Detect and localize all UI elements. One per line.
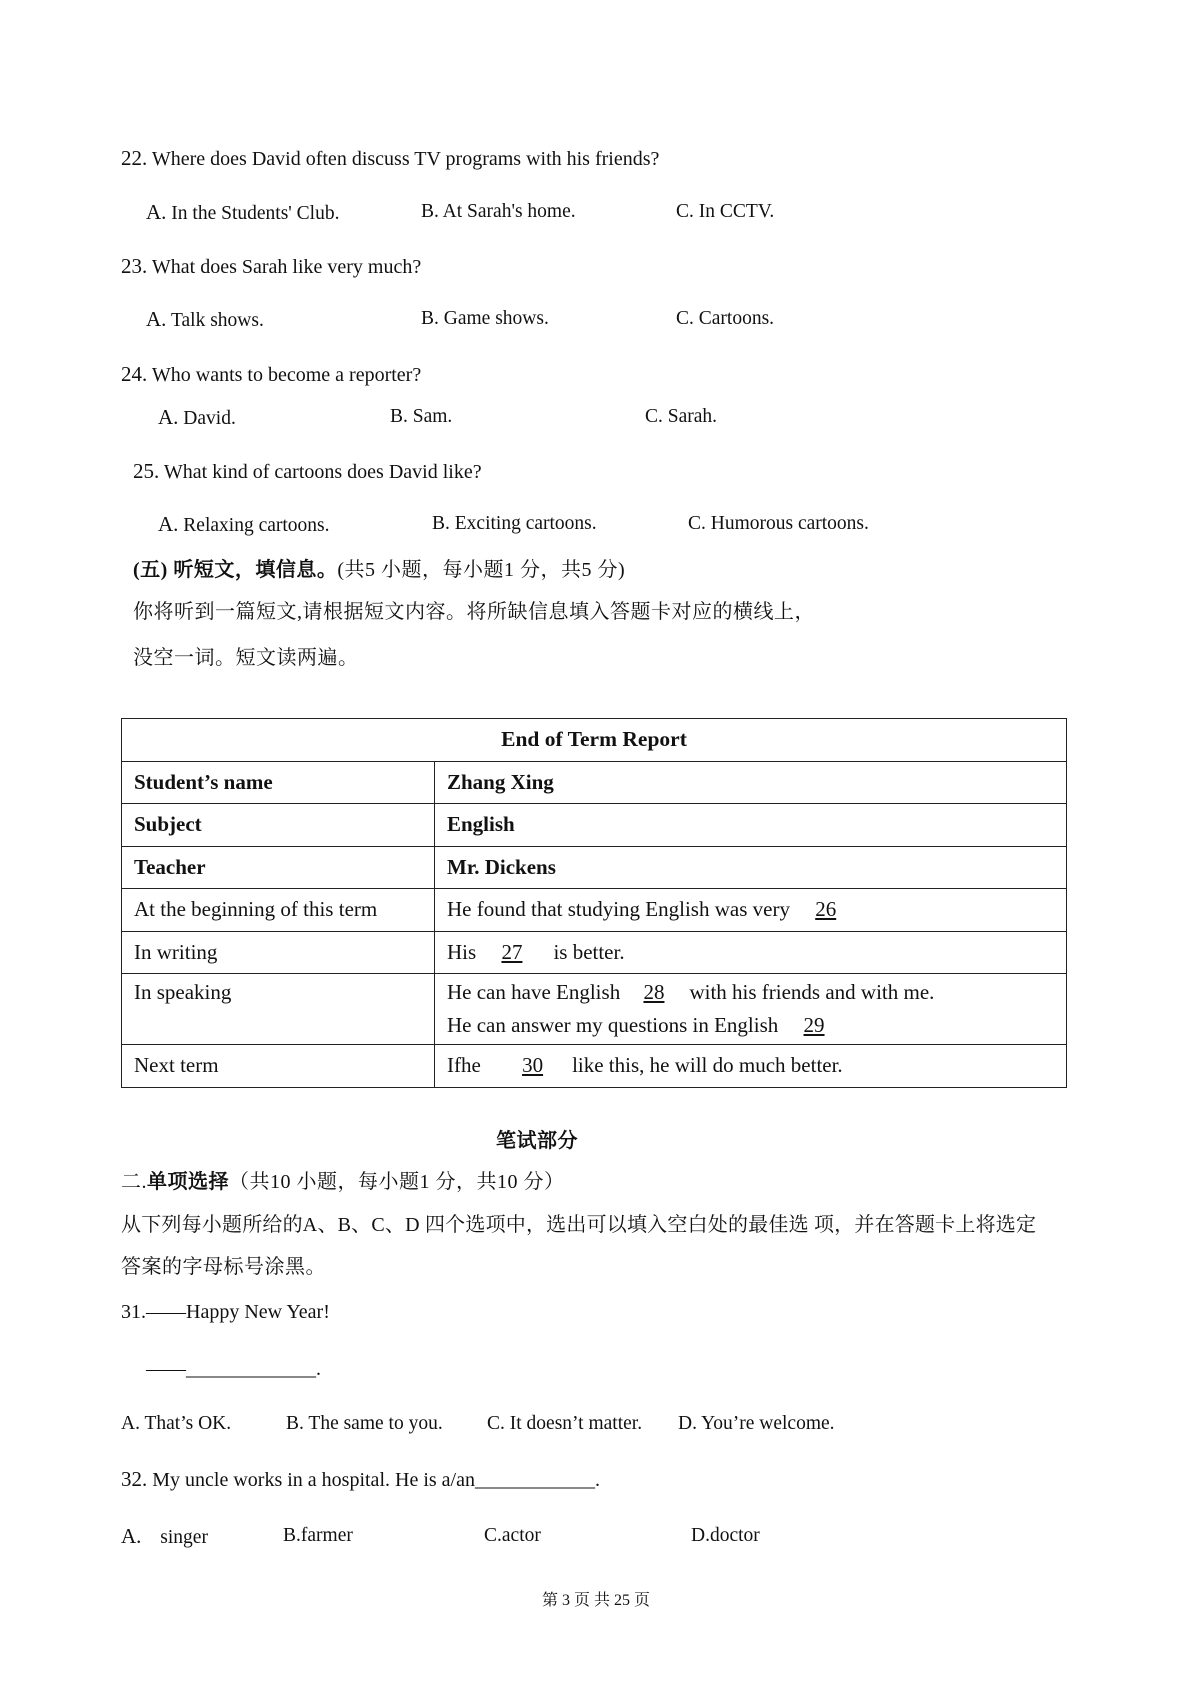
option-31-d: D. You’re welcome.: [678, 1413, 835, 1434]
row-value: Zhang Xing: [435, 761, 1067, 804]
option-22-c: C. In CCTV.: [676, 201, 775, 222]
blank-29: 29: [803, 1013, 825, 1037]
question-text: Where does David often discuss TV programs with his friends?: [151, 148, 660, 170]
table-row: [122, 804, 1067, 847]
question-31-answer-line: ——_____________.: [146, 1358, 321, 1380]
row-value: Ifhe 30 like this, he will do much better.: [435, 1045, 1067, 1088]
page-footer: 第 3 页 共 25 页: [542, 1592, 651, 1609]
row-label: At the beginning of this term: [122, 889, 435, 932]
written-part-heading: 笔试部分: [496, 1130, 578, 1152]
table-row: [122, 1045, 1067, 1088]
end-of-term-report-table: [121, 718, 1067, 1088]
table-row: [122, 846, 1067, 889]
row-label: Subject: [122, 804, 435, 847]
section-2-instruction-1: 从下列每小题所给的A、B、C、D 四个选项中，选出可以填入空白处的最佳选 项，并在答题卡上将选定: [121, 1214, 1037, 1236]
option-22-b: B. At Sarah's home.: [421, 201, 576, 222]
row-value: His 27 is better.: [435, 931, 1067, 974]
option-31-b: B. The same to you.: [286, 1413, 443, 1434]
blank-26: 26: [815, 897, 837, 922]
option-22-a: A. In the Students' Club.: [146, 200, 340, 224]
row-label: Teacher: [122, 846, 435, 889]
table-row: [122, 761, 1067, 804]
section-2-instruction-2: 答案的字母标号涂黑。: [121, 1256, 326, 1278]
section-5-instruction-2: 没空一词。短文读两遍。: [133, 647, 359, 669]
row-label: Next term: [122, 1045, 435, 1088]
table-row: [122, 889, 1067, 932]
option-32-c: C.actor: [484, 1525, 541, 1546]
question-23: 23. What does Sarah like very much?: [121, 254, 422, 278]
question-24: 24. Who wants to become a reporter?: [121, 362, 422, 386]
option-25-a: A. Relaxing cartoons.: [158, 512, 330, 536]
row-value: He found that studying English was very 26: [435, 889, 1067, 932]
row-value: He can have English 28 with his friends and with me. He can answer my questions in English 29: [435, 974, 1067, 1045]
row-label: In speaking: [122, 974, 435, 1045]
question-22: [121, 146, 659, 171]
option-32-a: A. singer: [121, 1524, 208, 1548]
blank-28: 28: [643, 980, 665, 1004]
question-25: 25. What kind of cartoons does David like?: [133, 459, 482, 483]
question-32: 32. My uncle works in a hospital. He is a/an____________.: [121, 1467, 600, 1491]
option-23-c: C. Cartoons.: [676, 308, 775, 329]
row-label: Student’s name: [122, 761, 435, 804]
blank-27: 27: [501, 939, 523, 964]
row-value: Mr. Dickens: [435, 846, 1067, 889]
option-25-b: B. Exciting cartoons.: [432, 513, 597, 534]
section-2-title: 二.单项选择（共10 小题，每小题1 分，共10 分）: [121, 1171, 565, 1193]
option-24-a: A. David.: [158, 405, 236, 429]
question-31: 31.——Happy New Year!: [121, 1301, 330, 1323]
row-label: In writing: [122, 931, 435, 974]
row-value: English: [435, 804, 1067, 847]
option-31-c: C. It doesn’t matter.: [487, 1413, 643, 1434]
table-row: [122, 974, 1067, 1045]
blank-30: 30: [522, 1053, 544, 1078]
option-23-b: B. Game shows.: [421, 308, 549, 329]
option-31-a: A. That’s OK.: [121, 1413, 232, 1434]
report-title: End of Term Report: [122, 719, 1067, 762]
question-number: 22.: [121, 146, 148, 170]
option-32-b: B.farmer: [283, 1525, 353, 1546]
option-25-c: C. Humorous cartoons.: [688, 513, 869, 534]
option-32-d: D.doctor: [691, 1525, 760, 1546]
table-row: [122, 931, 1067, 974]
option-24-b: B. Sam.: [390, 406, 453, 427]
section-5-title: (五) 听短文，填信息。(共5 小题，每小题1 分，共5 分): [133, 559, 626, 581]
option-23-a: A. Talk shows.: [146, 307, 264, 331]
option-24-c: C. Sarah.: [645, 406, 718, 427]
section-5-instruction-1: 你将听到一篇短文,请根据短文内容。将所缺信息填入答题卡对应的横线上，: [133, 601, 815, 623]
